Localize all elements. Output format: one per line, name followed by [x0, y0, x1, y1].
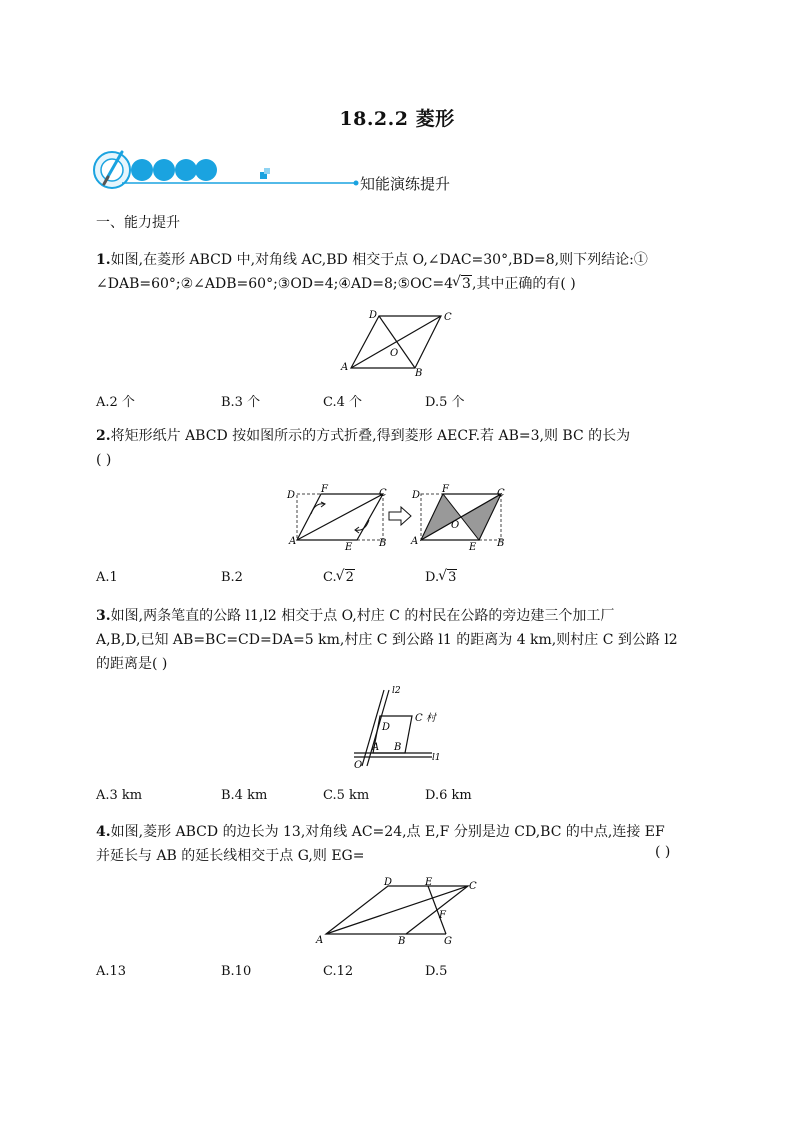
fig1-label-b: B	[415, 368, 423, 378]
q1-figure	[335, 306, 465, 378]
fig4-label-a: A	[316, 935, 324, 946]
q4-text-line2: 并延长与 AB 的延长线相交于点 G,则 EG=	[96, 848, 365, 864]
banner-dot-2	[153, 159, 175, 181]
page-title: 18.2.2 菱形	[339, 108, 455, 130]
fig2b-label-f: F	[442, 484, 449, 495]
q1-option-c[interactable]: C.4 个	[323, 395, 363, 410]
fig3-label-l2: l2	[392, 686, 401, 696]
q4-figure	[312, 876, 482, 946]
fig2-label-d: D	[287, 490, 296, 501]
q2-option-b[interactable]: B.2	[221, 570, 243, 585]
q4-text-line1: 如图,菱形 ABCD 的边长为 13,对角线 AC=24,点 E,F 分别是边 CD,BC 的中点,连接 EF	[110, 824, 665, 840]
fig2-label-c: C	[379, 488, 387, 499]
q3-figure	[348, 684, 453, 770]
question-3: 3.如图,两条笔直的公路 l1,l2 相交于点 O,村庄 C 的村民在公路的旁边建三个加工厂 A,B,D,已知 AB=BC=CD=DA=5 km,村庄 C 到公路 l1 的距离为 4 km,则村庄 C 到公路 l2 的距离是( )	[96, 604, 706, 676]
fig2b-label-b: B	[497, 538, 505, 549]
arrow-right-icon	[389, 507, 411, 525]
fig3-label-c: C 村	[415, 713, 436, 724]
q2-figure	[285, 484, 515, 554]
fig2-label-b: B	[379, 538, 387, 549]
fig4-label-c: C	[469, 881, 477, 892]
q4-option-b[interactable]: B.10	[221, 964, 252, 979]
q1-option-d[interactable]: D.5 个	[425, 395, 465, 410]
sqrt-symbol: √ 2	[337, 570, 355, 585]
fig4-label-d: D	[384, 877, 393, 888]
fig2b-label-c: C	[497, 488, 505, 499]
q3-text-line1: 如图,两条笔直的公路 l1,l2 相交于点 O,村庄 C 的村民在公路的旁边建三个加工厂	[110, 608, 615, 624]
fig1-label-c: C	[444, 312, 452, 323]
fig4-label-f: F	[439, 910, 446, 921]
fig1-label-a: A	[341, 362, 349, 373]
banner-square-icon-2	[264, 168, 270, 174]
q4-option-c[interactable]: C.12	[323, 964, 354, 979]
fig3-label-a: A	[372, 742, 380, 753]
banner-label: 知能演练提升	[360, 175, 451, 193]
q2-text-line1: 将矩形纸片 ABCD 按如图所示的方式折叠,得到菱形 AECF.若 AB=3,则 BC 的长为	[110, 428, 631, 444]
question-1: 1.如图,在菱形 ABCD 中,对角线 AC,BD 相交于点 O,∠DAC=30°,BD=8,则下列结论:① ∠DAB=60°;②∠ADB=60°;③OD=4;④AD=8;⑤OC=4√ 3,其中正确的有( )	[96, 248, 706, 296]
section-heading: 一、能力提升	[96, 215, 180, 231]
fig2b-label-e: E	[469, 542, 477, 553]
banner-dot-4	[195, 159, 217, 181]
fig2b-label-o: O	[451, 520, 460, 531]
q1-option-b[interactable]: B.3 个	[221, 395, 261, 410]
q2-option-a[interactable]: A.1	[96, 570, 118, 585]
q1-option-a[interactable]: A.2 个	[96, 395, 135, 410]
fig4-label-e: E	[425, 877, 433, 888]
q4-option-a[interactable]: A.13	[96, 964, 127, 979]
question-4: 4.如图,菱形 ABCD 的边长为 13,对角线 AC=24,点 E,F 分别是边 CD,BC 的中点,连接 EF 并延长与 AB 的延长线相交于点 G,则 EG=	[96, 820, 706, 868]
sqrt-symbol: √ 3	[453, 272, 472, 296]
question-2: 2.将矩形纸片 ABCD 按如图所示的方式折叠,得到菱形 AECF.若 AB=3,则 BC 的长为 ( )	[96, 424, 706, 472]
sqrt-symbol: √ 3	[439, 570, 457, 585]
q1-text-line2: ∠DAB=60°;②∠ADB=60°;③OD=4;④AD=8;⑤OC=4	[96, 276, 454, 292]
q3-option-a[interactable]: A.3 km	[96, 788, 143, 803]
q1-text-line1: 如图,在菱形 ABCD 中,对角线 AC,BD 相交于点 O,∠DAC=30°,BD=8,则下列结论:①	[110, 252, 648, 268]
fig2-label-f: F	[321, 484, 328, 495]
q2-option-d[interactable]: D.√ 3	[425, 570, 457, 585]
fig1-label-o: O	[390, 348, 399, 359]
fig3-label-d: D	[382, 722, 391, 733]
fig3-label-o: O	[354, 760, 363, 770]
q4-option-d[interactable]: D.5	[425, 964, 448, 979]
q2-text-line2: ( )	[96, 452, 112, 468]
fig4-label-b: B	[398, 936, 406, 946]
q3-option-b[interactable]: B.4 km	[221, 788, 268, 803]
q2-option-c[interactable]: C.√ 2	[323, 570, 355, 585]
q3-option-d[interactable]: D.6 km	[425, 788, 472, 803]
fig2b-label-d: D	[412, 490, 421, 501]
fig2-label-a: A	[289, 536, 297, 547]
fig2b-label-a: A	[411, 536, 419, 547]
fig4-label-g: G	[444, 936, 452, 946]
fig2-label-e: E	[345, 542, 353, 553]
fig3-label-b: B	[394, 742, 402, 753]
q3-text-line2: A,B,D,已知 AB=BC=CD=DA=5 km,村庄 C 到公路 l1 的距离为 4 km,则村庄 C 到公路 l2	[96, 632, 678, 648]
q3-option-c[interactable]: C.5 km	[323, 788, 370, 803]
banner-dot-3	[175, 159, 197, 181]
q3-text-line3: 的距离是( )	[96, 656, 168, 672]
q4-answer-paren: ( )	[655, 844, 671, 860]
fig1-label-d: D	[369, 310, 378, 321]
banner-dot-1	[131, 159, 153, 181]
fig3-label-l1: l1	[432, 753, 441, 763]
